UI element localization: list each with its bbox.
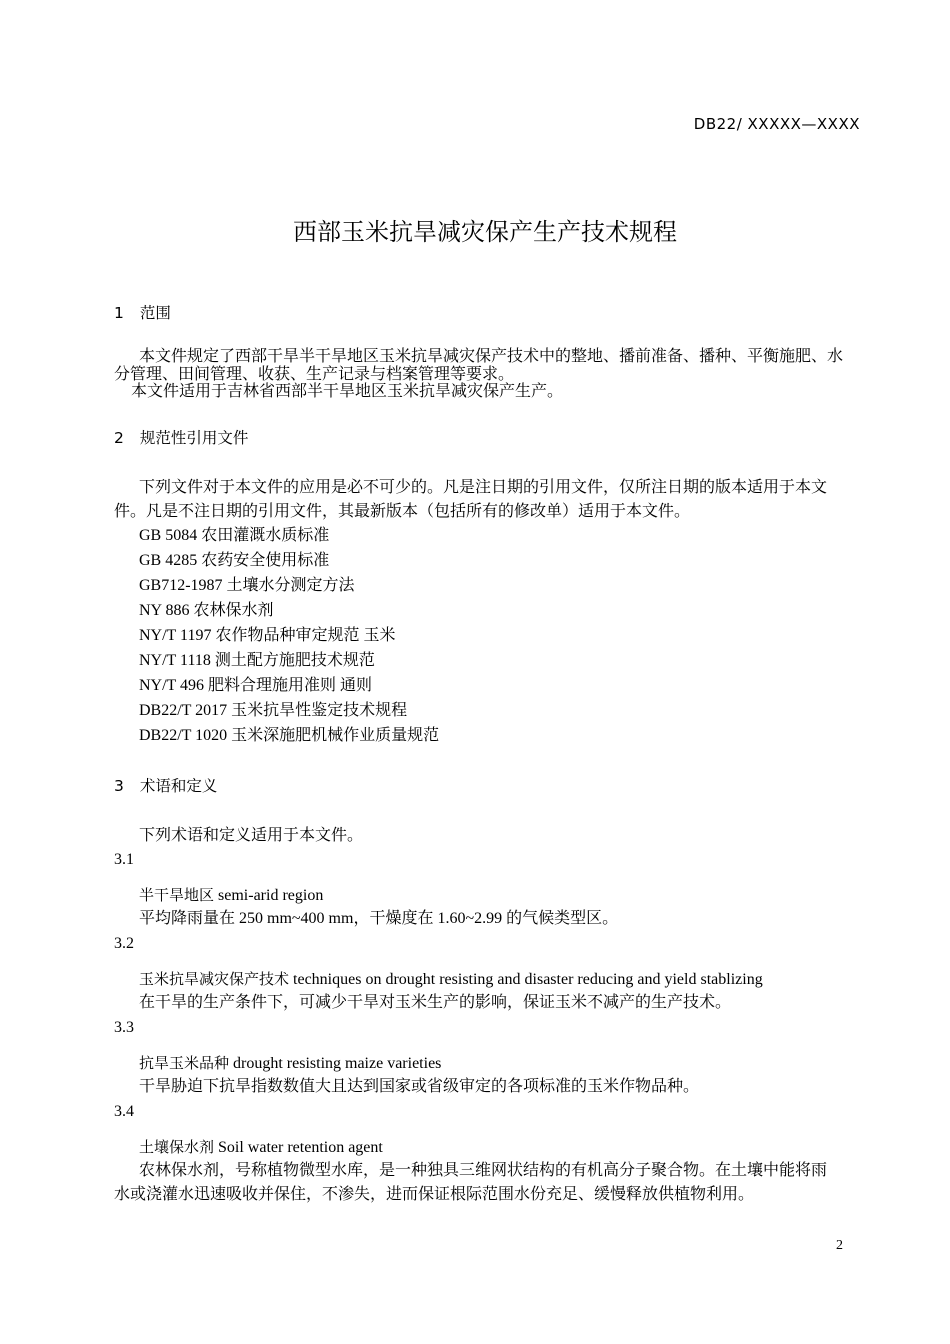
- term-definition: 干旱胁迫下抗旱指数数值大且达到国家或省级审定的各项标准的玉米作物品种。: [139, 1078, 700, 1095]
- section-title: 术语和定义: [139, 777, 218, 795]
- term-cn: 玉米抗旱减灾保产技术: [139, 970, 290, 988]
- term-definition: 在干旱的生产条件下，可减少干旱对玉米生产的影响，保证玉米不减产的生产技术。: [139, 994, 732, 1011]
- section-number: 3: [114, 777, 124, 795]
- page-number: 2: [836, 1238, 843, 1253]
- page-title: 西部玉米抗旱减灾保产生产技术规程: [293, 218, 677, 246]
- term-definition: 农林保水剂，号称植物微型水库，是一种独具三维网状结构的有机高分子聚合物。在土壤中能将雨: [139, 1162, 828, 1179]
- term-number: 3.2: [114, 935, 134, 952]
- term-definition: 平均降雨量在 250 mm~400 mm，干燥度在 1.60~2.99 的气候类型区。: [139, 910, 619, 927]
- reference-item: DB22/T 1020 玉米深施肥机械作业质量规范: [139, 727, 440, 744]
- paragraph-line: 件。凡是不注日期的引用文件，其最新版本（包括所有的修改单）适用于本文件。: [114, 503, 691, 520]
- term-cn: 抗旱玉米品种: [139, 1054, 230, 1072]
- section-number: 1: [114, 304, 124, 322]
- paragraph-line: 分管理、田间管理、收获、生产记录与档案管理等要求。: [114, 366, 515, 383]
- term-number: 3.3: [114, 1019, 134, 1036]
- section-title: 规范性引用文件: [139, 429, 249, 447]
- paragraph-line: 本文件适用于吉林省西部半干旱地区玉米抗旱减灾保产生产。: [131, 383, 564, 400]
- paragraph-line: 下列术语和定义适用于本文件。: [139, 827, 364, 844]
- reference-item: GB 4285 农药安全使用标准: [139, 552, 330, 569]
- term-number: 3.4: [114, 1103, 134, 1120]
- term-title: [139, 885, 323, 906]
- document-code: DB22/ XXXXX—XXXX: [693, 115, 860, 133]
- section-title: 范围: [139, 304, 171, 322]
- term-en: Soil water retention agent: [218, 1139, 383, 1156]
- paragraph-line: 下列文件对于本文件的应用是必不可少的。凡是注日期的引用文件，仅所注日期的版本适用于本文: [139, 479, 828, 496]
- term-en: semi-arid region: [218, 887, 324, 904]
- term-cn: 土壤保水剂: [139, 1138, 215, 1156]
- paragraph-line: 本文件规定了西部干旱半干旱地区玉米抗旱减灾保产技术中的整地、播前准备、播种、平衡施肥、水: [139, 348, 844, 365]
- reference-item: GB 5084 农田灌溉水质标准: [139, 527, 330, 544]
- reference-item: NY/T 1197 农作物品种审定规范 玉米: [139, 627, 396, 644]
- reference-item: DB22/T 2017 玉米抗旱性鉴定技术规程: [139, 702, 408, 719]
- reference-item: NY 886 农林保水剂: [139, 602, 274, 619]
- reference-item: GB712-1987 土壤水分测定方法: [139, 577, 355, 594]
- section-2-heading: [114, 428, 248, 448]
- section-1-heading: [114, 303, 171, 323]
- reference-item: NY/T 496 肥料合理施用准则 通则: [139, 677, 373, 694]
- term-title: [139, 1053, 441, 1074]
- term-cn: 半干旱地区: [139, 886, 215, 904]
- term-title: [139, 969, 763, 990]
- reference-item: NY/T 1118 测土配方施肥技术规范: [139, 652, 375, 669]
- term-title: [139, 1137, 383, 1158]
- section-3-heading: [114, 776, 217, 796]
- term-en: techniques on drought resisting and disaster reducing and yield stablizing: [293, 971, 763, 988]
- term-en: drought resisting maize varieties: [233, 1055, 442, 1072]
- term-number: 3.1: [114, 851, 134, 868]
- section-number: 2: [114, 429, 124, 447]
- term-definition: 水或浇灌水迅速吸收并保住，不渗失，进而保证根际范围水份充足、缓慢释放供植物利用。: [114, 1186, 755, 1203]
